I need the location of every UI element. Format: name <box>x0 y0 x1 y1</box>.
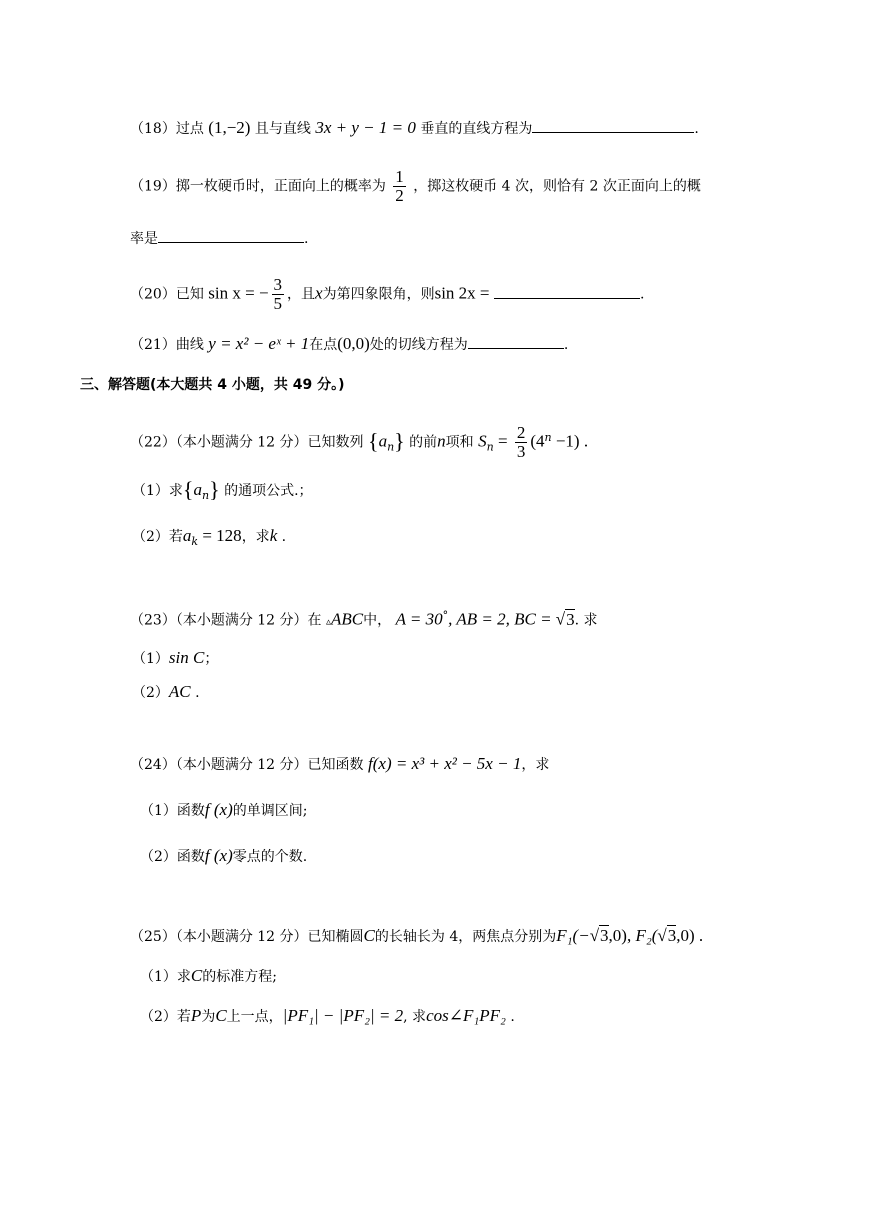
question-number: （18） <box>130 121 176 137</box>
math-angle: A = 30 <box>395 609 443 629</box>
question-24-part-2 <box>140 846 307 867</box>
math-n: n <box>437 431 446 451</box>
math-tail: (4 <box>530 431 545 451</box>
fraction-denominator: 3 <box>516 442 526 461</box>
text: 的长轴长为 4，两焦点分别为 <box>374 929 557 945</box>
math-c: C <box>363 926 375 945</box>
text: 的单调区间; <box>232 803 308 819</box>
text: （1） <box>132 651 169 667</box>
math-cos-angle: cos∠F₁PF₂ <box>426 1006 506 1025</box>
fraction <box>515 424 528 461</box>
fraction <box>393 168 406 205</box>
question-22-part-1 <box>132 477 313 506</box>
math-c: C <box>190 966 203 985</box>
math-sn: S <box>478 431 487 451</box>
text: ，掷这枚硬币 4 次，则恰有 2 次正面向上的概 <box>413 178 701 195</box>
answer-blank <box>494 284 640 299</box>
text: ，求 <box>241 529 270 545</box>
question-23-part-2 <box>132 682 200 703</box>
math-f: f <box>368 754 373 773</box>
math-focus-1-end: ,0), <box>608 926 636 945</box>
question-23-part-1 <box>132 648 218 669</box>
text: . <box>304 231 309 247</box>
question-25 <box>130 926 703 947</box>
text: 为第四象限角，则 <box>322 286 435 303</box>
superscript: ° <box>442 609 449 622</box>
text: , 求 <box>403 1009 427 1025</box>
math-a: a <box>182 526 192 545</box>
math-sin-2x: sin 2x = <box>434 283 490 303</box>
text: 为 <box>201 1009 216 1025</box>
text: 过点 <box>175 121 204 137</box>
math-ac: AC <box>168 682 191 701</box>
question-24 <box>130 754 549 775</box>
sqrt-sign: √ <box>657 926 667 945</box>
text: . 求 <box>574 612 598 629</box>
text: （本小题满分 12 分）已知函数 <box>175 757 364 773</box>
text: 的标准方程; <box>202 969 277 985</box>
fraction-numerator: 1 <box>395 167 404 186</box>
text: （1）求 <box>132 483 183 499</box>
brace-right: } <box>209 477 220 502</box>
text: 在点 <box>309 337 338 353</box>
text: . <box>694 121 699 137</box>
text: （1）函数 <box>140 803 205 819</box>
math-seq: a <box>378 431 388 451</box>
math-x: x <box>315 283 323 303</box>
math-point: (0,0) <box>337 334 370 353</box>
math-p: P <box>190 1006 202 1025</box>
text: 的前 <box>409 434 438 451</box>
text: 已知 <box>175 286 204 303</box>
sqrt-sign: √ <box>555 609 566 629</box>
text: （本小题满分 12 分）在 <box>175 612 322 629</box>
math-c: C <box>215 1006 227 1025</box>
math-k: k <box>269 526 278 545</box>
question-19-cont <box>130 228 308 249</box>
answer-blank <box>468 334 564 349</box>
math-value: = 128 <box>198 526 242 545</box>
subscript: n <box>387 440 395 454</box>
question-number: （19） <box>130 178 176 195</box>
question-20 <box>130 276 644 313</box>
text: 率是 <box>130 231 158 247</box>
text: （本小题满分 12 分）已知数列 <box>175 434 364 451</box>
math-function: = x³ + x² − 5x − 1 <box>391 754 522 773</box>
math-triangle: ABC <box>331 609 364 629</box>
math-sin-x: sin x = − <box>208 283 269 303</box>
question-23 <box>130 606 598 633</box>
text: 且与直线 <box>254 121 311 137</box>
text: （2） <box>132 685 169 701</box>
text: 曲线 <box>175 337 204 353</box>
text: . <box>639 286 645 303</box>
text: . <box>190 685 200 701</box>
text: 的通项公式.； <box>219 483 313 499</box>
question-21 <box>130 334 568 355</box>
text: 项和 <box>445 434 474 451</box>
math-tail: −1) . <box>551 431 589 451</box>
math-focus-2: F₂( <box>635 926 658 945</box>
question-number: （21） <box>130 337 176 353</box>
fraction-numerator: 2 <box>516 423 526 442</box>
math-curve-equation: y = x² − eˣ + 1 <box>208 334 310 353</box>
section-heading: 三、解答题(本大题共 4 小题，共 49 分。) <box>80 377 345 393</box>
text: 上一点， <box>226 1009 283 1025</box>
question-number: （23） <box>130 612 176 629</box>
fraction-denominator: 2 <box>395 186 404 205</box>
math-radicand: 3 <box>566 609 575 629</box>
sqrt-sign: √ <box>589 926 600 945</box>
question-number: （20） <box>130 286 176 303</box>
math-conditions: , AB = 2, BC = <box>448 609 556 629</box>
brace-right: } <box>394 428 405 454</box>
text: （2）若 <box>132 529 183 545</box>
text: 零点的个数. <box>232 849 308 865</box>
subscript: k <box>191 534 199 548</box>
math-radicand: 3 <box>600 926 609 945</box>
math-seq: a <box>193 480 202 499</box>
superscript: n <box>544 430 552 444</box>
text: 处的切线方程为 <box>369 337 468 353</box>
math-focus-2-end: ,0) . <box>676 926 704 945</box>
text: ，求 <box>521 757 550 773</box>
math-distance-eq: |PF₁| − |PF₂| = 2 <box>282 1006 404 1025</box>
fraction <box>272 276 285 313</box>
answer-blank <box>532 118 694 133</box>
brace-left: { <box>182 477 194 502</box>
subscript: n <box>486 440 494 454</box>
text: . <box>563 337 569 353</box>
subscript: n <box>201 488 210 502</box>
math-radicand: 3 <box>667 926 677 945</box>
text: ； <box>204 651 219 667</box>
text: ，且 <box>287 286 316 303</box>
math-point: (1,−2) <box>208 118 251 137</box>
text: 中， <box>363 612 392 629</box>
text: （本小题满分 12 分）已知椭圆 <box>175 929 364 945</box>
text: . <box>277 529 287 545</box>
text: 垂直的直线方程为 <box>420 121 533 137</box>
question-19 <box>130 168 701 205</box>
text: （2）若 <box>140 1009 191 1025</box>
text: 掷一枚硬币时，正面向上的概率为 <box>175 178 386 195</box>
question-24-part-1 <box>140 800 307 821</box>
question-number: （24） <box>130 757 176 773</box>
math-fx: f (x) <box>204 846 233 865</box>
math-sinc: sin C <box>168 648 205 667</box>
question-25-part-2 <box>140 1006 515 1027</box>
math-fx: f (x) <box>204 800 233 819</box>
text: （1）求 <box>140 969 191 985</box>
fraction-denominator: 5 <box>273 294 283 313</box>
math-eq: = <box>493 431 512 451</box>
question-22 <box>130 424 588 461</box>
question-18 <box>130 118 699 139</box>
text: （2）函数 <box>140 849 205 865</box>
answer-blank <box>158 228 304 243</box>
brace-left: { <box>368 428 379 454</box>
math-line-equation: 3x + y − 1 = 0 <box>315 118 416 137</box>
math-focus-1: F₁(− <box>556 926 590 945</box>
question-number: （25） <box>130 929 176 945</box>
question-22-part-2 <box>132 526 286 552</box>
fraction-numerator: 3 <box>273 275 283 294</box>
triangle-icon: ▵ <box>326 616 332 628</box>
question-25-part-1 <box>140 966 277 987</box>
question-number: （22） <box>130 434 176 451</box>
text: . <box>505 1009 515 1025</box>
math-arg: (x) <box>372 754 392 773</box>
